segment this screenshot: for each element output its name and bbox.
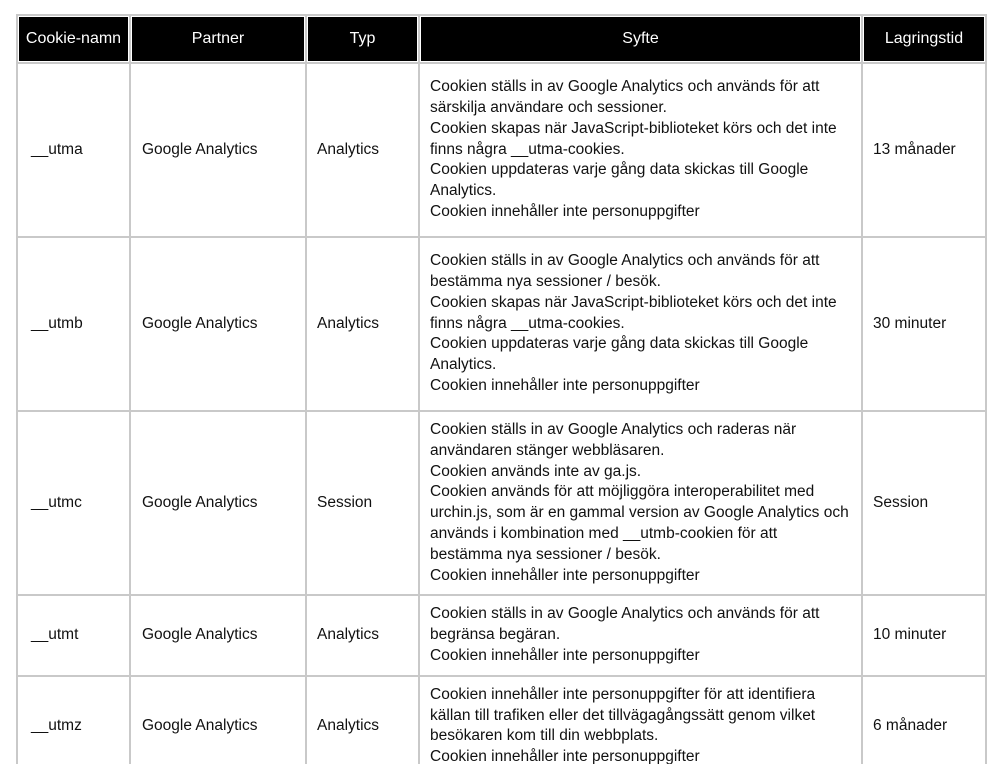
type-cell: Analytics: [306, 237, 419, 411]
purpose-cell: [419, 595, 862, 675]
purpose-cell: [419, 63, 862, 237]
partner-cell: Google Analytics: [130, 411, 306, 595]
column-header-purpose: Syfte: [419, 15, 862, 63]
type-cell: Analytics: [306, 676, 419, 764]
cookie-name-cell: __utmt: [17, 595, 130, 675]
purpose-line: Cookien skapas när JavaScript-biblioteket körs och det inte finns några __utma-cookies.: [430, 119, 837, 158]
purpose-line: Cookien innehåller inte personuppgifter: [430, 202, 700, 220]
partner-cell: Google Analytics: [130, 676, 306, 764]
column-header-type: Typ: [306, 15, 419, 63]
cookie-table: [16, 14, 987, 764]
purpose-cell: [419, 676, 862, 764]
storage-duration-cell: 10 minuter: [862, 595, 986, 675]
purpose-line: Cookien ställs in av Google Analytics och används för att särskilja användare och sessioner.: [430, 78, 820, 116]
purpose-line: Cookien innehåller inte personuppgifter: [430, 566, 700, 584]
purpose-line: Cookien ställs in av Google Analytics och raderas när användaren stänger webbläsaren.: [430, 421, 797, 459]
purpose-line: Cookien används inte av ga.js.: [430, 462, 642, 480]
partner-cell: Google Analytics: [130, 237, 306, 411]
purpose-cell: [419, 411, 862, 595]
storage-duration-cell: Session: [862, 411, 986, 595]
type-cell: Analytics: [306, 595, 419, 675]
table-row: [17, 237, 986, 411]
cookie-name-cell: __utmz: [17, 676, 130, 764]
column-header-storage-duration: Lagringstid: [862, 15, 986, 63]
header-row: [17, 15, 986, 63]
column-header-cookie-name: Cookie-namn: [17, 15, 130, 63]
table-row: [17, 676, 986, 764]
table-row: [17, 595, 986, 675]
cookie-name-cell: __utmb: [17, 237, 130, 411]
storage-duration-cell: 13 månader: [862, 63, 986, 237]
purpose-line: Cookien innehåller inte personuppgifter: [430, 376, 700, 394]
purpose-line: Cookien används för att möjliggöra interoperabilitet med urchin.js, som är en gammal version av Google Analytics och används i kombination med __utmb-cookien för att bestämma nya sessioner / besök.: [430, 483, 849, 563]
storage-duration-cell: 6 månader: [862, 676, 986, 764]
cookie-table-header: [17, 15, 986, 63]
purpose-line: Cookien innehåller inte personuppgifter: [430, 646, 700, 664]
purpose-line: Cookien ställs in av Google Analytics och används för att bestämma nya sessioner / besök.: [430, 252, 820, 290]
partner-cell: Google Analytics: [130, 595, 306, 675]
purpose-line: Cookien innehåller inte personuppgifter för att identifiera källan till trafiken eller det tillvägagångssätt genom vilket besökaren kom till din webbplats.: [430, 685, 816, 745]
type-cell: Analytics: [306, 63, 419, 237]
partner-cell: Google Analytics: [130, 63, 306, 237]
table-row: [17, 63, 986, 237]
purpose-line: Cookien uppdateras varje gång data skickas till Google Analytics.: [430, 335, 809, 374]
cookie-name-cell: __utma: [17, 63, 130, 237]
storage-duration-cell: 30 minuter: [862, 237, 986, 411]
column-header-partner: Partner: [130, 15, 306, 63]
purpose-line: Cookien innehåller inte personuppgifter: [430, 748, 700, 764]
cookie-name-cell: __utmc: [17, 411, 130, 595]
cookie-table-body: [17, 63, 986, 764]
purpose-line: Cookien ställs in av Google Analytics och används för att begränsa begäran.: [430, 605, 820, 644]
purpose-line: Cookien skapas när JavaScript-biblioteket körs och det inte finns några __utma-cookies.: [430, 293, 837, 332]
type-cell: Session: [306, 411, 419, 595]
table-row: [17, 411, 986, 595]
purpose-cell: [419, 237, 862, 411]
purpose-line: Cookien uppdateras varje gång data skickas till Google Analytics.: [430, 161, 809, 200]
